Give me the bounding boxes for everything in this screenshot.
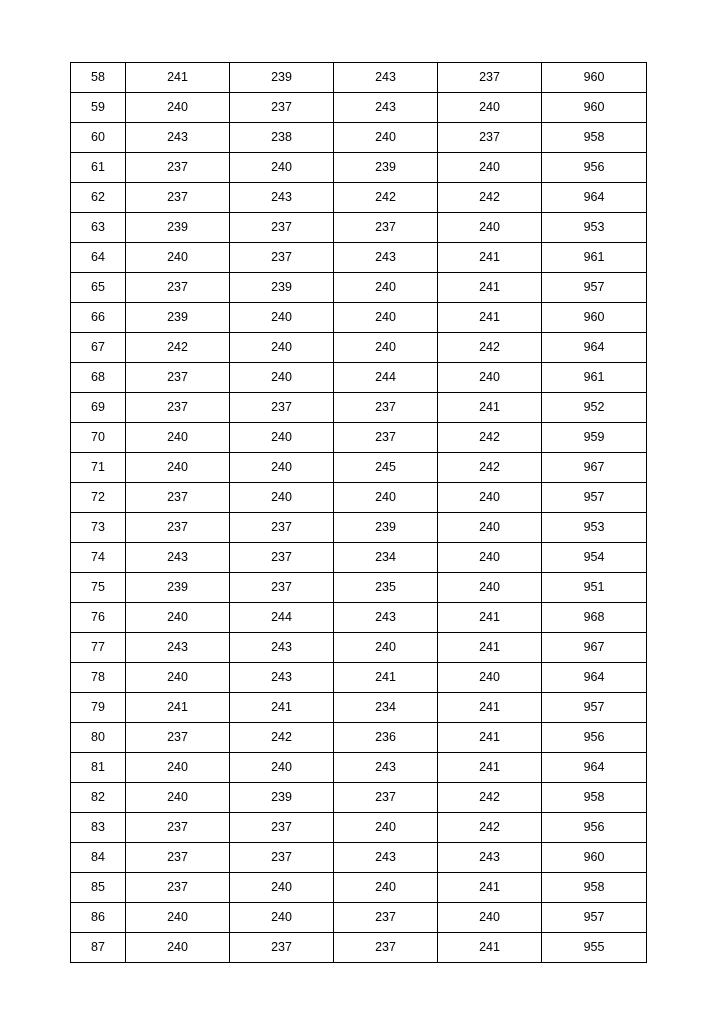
table-row: [71, 693, 647, 723]
row-index-cell: 63: [71, 213, 126, 243]
data-cell: 958: [542, 783, 647, 813]
data-cell: 953: [542, 213, 647, 243]
table-row: [71, 723, 647, 753]
data-cell: 243: [334, 63, 438, 93]
table-row: [71, 933, 647, 963]
data-cell: 961: [542, 363, 647, 393]
table-row: [71, 93, 647, 123]
data-cell: 955: [542, 933, 647, 963]
data-cell: 237: [230, 573, 334, 603]
row-index-cell: 80: [71, 723, 126, 753]
data-cell: 244: [230, 603, 334, 633]
data-cell: 240: [230, 333, 334, 363]
table-row: [71, 303, 647, 333]
data-cell: 240: [126, 243, 230, 273]
data-cell: 237: [126, 513, 230, 543]
data-cell: 237: [438, 123, 542, 153]
table-row: [71, 453, 647, 483]
table-row: [71, 873, 647, 903]
data-cell: 958: [542, 123, 647, 153]
row-index-cell: 87: [71, 933, 126, 963]
table-row: [71, 393, 647, 423]
data-cell: 242: [438, 783, 542, 813]
table-row: [71, 513, 647, 543]
data-cell: 956: [542, 153, 647, 183]
data-cell: 959: [542, 423, 647, 453]
data-cell: 956: [542, 723, 647, 753]
data-cell: 960: [542, 93, 647, 123]
data-cell: 958: [542, 873, 647, 903]
row-index-cell: 84: [71, 843, 126, 873]
data-cell: 240: [230, 753, 334, 783]
data-cell: 237: [126, 363, 230, 393]
data-cell: 240: [334, 873, 438, 903]
data-cell: 957: [542, 273, 647, 303]
data-cell: 243: [334, 753, 438, 783]
data-cell: 239: [334, 513, 438, 543]
data-cell: 243: [334, 243, 438, 273]
data-cell: 243: [126, 123, 230, 153]
data-cell: 242: [334, 183, 438, 213]
row-index-cell: 86: [71, 903, 126, 933]
data-cell: 237: [230, 813, 334, 843]
data-cell: 243: [230, 663, 334, 693]
row-index-cell: 73: [71, 513, 126, 543]
data-cell: 240: [438, 543, 542, 573]
data-cell: 237: [230, 543, 334, 573]
data-cell: 241: [438, 753, 542, 783]
data-cell: 240: [438, 663, 542, 693]
data-cell: 967: [542, 633, 647, 663]
data-cell: 241: [438, 633, 542, 663]
data-cell: 243: [126, 633, 230, 663]
table-row: [71, 813, 647, 843]
data-cell: 241: [438, 243, 542, 273]
data-cell: 240: [126, 663, 230, 693]
data-cell: 240: [438, 153, 542, 183]
data-cell: 964: [542, 753, 647, 783]
table-row: [71, 333, 647, 363]
table-row: [71, 153, 647, 183]
data-cell: 237: [230, 213, 334, 243]
data-cell: 237: [126, 153, 230, 183]
data-cell: 240: [230, 303, 334, 333]
data-cell: 241: [230, 693, 334, 723]
row-index-cell: 60: [71, 123, 126, 153]
row-index-cell: 65: [71, 273, 126, 303]
data-cell: 240: [334, 633, 438, 663]
data-cell: 237: [230, 933, 334, 963]
data-cell: 240: [438, 903, 542, 933]
data-cell: 237: [230, 393, 334, 423]
data-cell: 245: [334, 453, 438, 483]
table-row: [71, 183, 647, 213]
table-row: [71, 123, 647, 153]
data-cell: 244: [334, 363, 438, 393]
data-cell: 240: [334, 273, 438, 303]
data-cell: 967: [542, 453, 647, 483]
table-row: [71, 663, 647, 693]
data-cell: 960: [542, 63, 647, 93]
data-cell: 240: [334, 483, 438, 513]
data-cell: 241: [438, 723, 542, 753]
data-cell: 951: [542, 573, 647, 603]
data-cell: 953: [542, 513, 647, 543]
row-index-cell: 78: [71, 663, 126, 693]
data-cell: 240: [438, 573, 542, 603]
row-index-cell: 58: [71, 63, 126, 93]
data-cell: 239: [334, 153, 438, 183]
data-cell: 241: [438, 603, 542, 633]
data-cell: 240: [438, 93, 542, 123]
data-cell: 240: [230, 903, 334, 933]
data-cell: 957: [542, 903, 647, 933]
data-cell: 237: [438, 63, 542, 93]
data-cell: 240: [126, 753, 230, 783]
data-cell: 960: [542, 303, 647, 333]
row-index-cell: 61: [71, 153, 126, 183]
data-cell: 237: [126, 843, 230, 873]
data-cell: 240: [230, 483, 334, 513]
data-cell: 240: [126, 453, 230, 483]
table-row: [71, 483, 647, 513]
data-cell: 242: [438, 423, 542, 453]
row-index-cell: 74: [71, 543, 126, 573]
data-cell: 243: [334, 603, 438, 633]
data-cell: 241: [438, 273, 542, 303]
data-cell: 240: [438, 363, 542, 393]
data-cell: 960: [542, 843, 647, 873]
data-cell: 237: [334, 423, 438, 453]
data-cell: 237: [126, 813, 230, 843]
data-cell: 239: [126, 213, 230, 243]
data-cell: 241: [126, 63, 230, 93]
data-cell: 240: [334, 813, 438, 843]
row-index-cell: 77: [71, 633, 126, 663]
data-cell: 964: [542, 663, 647, 693]
data-cell: 234: [334, 693, 438, 723]
data-cell: 243: [334, 843, 438, 873]
data-cell: 239: [230, 273, 334, 303]
data-cell: 234: [334, 543, 438, 573]
data-cell: 241: [438, 393, 542, 423]
data-cell: 239: [126, 303, 230, 333]
data-cell: 237: [334, 393, 438, 423]
data-cell: 239: [126, 573, 230, 603]
data-cell: 964: [542, 183, 647, 213]
data-cell: 237: [334, 933, 438, 963]
row-index-cell: 62: [71, 183, 126, 213]
data-cell: 242: [230, 723, 334, 753]
row-index-cell: 79: [71, 693, 126, 723]
data-cell: 243: [126, 543, 230, 573]
data-cell: 237: [126, 273, 230, 303]
data-cell: 236: [334, 723, 438, 753]
row-index-cell: 81: [71, 753, 126, 783]
data-cell: 964: [542, 333, 647, 363]
data-cell: 240: [126, 603, 230, 633]
row-index-cell: 76: [71, 603, 126, 633]
row-index-cell: 82: [71, 783, 126, 813]
data-cell: 239: [230, 63, 334, 93]
data-cell: 240: [438, 513, 542, 543]
table-row: [71, 423, 647, 453]
data-cell: 954: [542, 543, 647, 573]
table-row: [71, 603, 647, 633]
data-cell: 237: [230, 93, 334, 123]
data-cell: 237: [334, 903, 438, 933]
table-row: [71, 243, 647, 273]
data-cell: 237: [230, 243, 334, 273]
table-row: [71, 783, 647, 813]
row-index-cell: 85: [71, 873, 126, 903]
data-cell: 242: [438, 183, 542, 213]
data-cell: 240: [126, 933, 230, 963]
data-cell: 240: [334, 303, 438, 333]
row-index-cell: 72: [71, 483, 126, 513]
data-cell: 240: [126, 783, 230, 813]
table-body: [71, 63, 647, 963]
row-index-cell: 69: [71, 393, 126, 423]
data-cell: 243: [438, 843, 542, 873]
data-cell: 952: [542, 393, 647, 423]
data-cell: 956: [542, 813, 647, 843]
row-index-cell: 66: [71, 303, 126, 333]
data-cell: 237: [334, 783, 438, 813]
table-row: [71, 633, 647, 663]
data-cell: 237: [126, 483, 230, 513]
data-cell: 968: [542, 603, 647, 633]
row-index-cell: 83: [71, 813, 126, 843]
table-row: [71, 903, 647, 933]
data-cell: 237: [230, 843, 334, 873]
data-cell: 238: [230, 123, 334, 153]
row-index-cell: 68: [71, 363, 126, 393]
row-index-cell: 67: [71, 333, 126, 363]
data-cell: 239: [230, 783, 334, 813]
table-row: [71, 843, 647, 873]
data-cell: 240: [438, 213, 542, 243]
data-cell: 240: [230, 453, 334, 483]
data-cell: 241: [126, 693, 230, 723]
measurements-table: [70, 62, 647, 963]
data-cell: 241: [438, 933, 542, 963]
data-cell: 242: [438, 813, 542, 843]
data-cell: 237: [126, 873, 230, 903]
data-cell: 235: [334, 573, 438, 603]
table-row: [71, 63, 647, 93]
row-index-cell: 64: [71, 243, 126, 273]
row-index-cell: 71: [71, 453, 126, 483]
row-index-cell: 70: [71, 423, 126, 453]
table-row: [71, 363, 647, 393]
data-cell: 240: [438, 483, 542, 513]
data-cell: 957: [542, 483, 647, 513]
data-cell: 243: [334, 93, 438, 123]
table-row: [71, 573, 647, 603]
data-cell: 241: [438, 693, 542, 723]
data-cell: 237: [230, 513, 334, 543]
data-cell: 243: [230, 633, 334, 663]
data-cell: 242: [126, 333, 230, 363]
data-cell: 240: [334, 333, 438, 363]
row-index-cell: 75: [71, 573, 126, 603]
data-cell: 240: [230, 153, 334, 183]
data-cell: 242: [438, 333, 542, 363]
table-row: [71, 753, 647, 783]
data-cell: 237: [126, 183, 230, 213]
data-cell: 242: [438, 453, 542, 483]
row-index-cell: 59: [71, 93, 126, 123]
data-cell: 957: [542, 693, 647, 723]
data-cell: 240: [126, 903, 230, 933]
data-cell: 237: [334, 213, 438, 243]
data-cell: 240: [126, 93, 230, 123]
data-cell: 241: [438, 303, 542, 333]
data-cell: 243: [230, 183, 334, 213]
data-cell: 240: [230, 423, 334, 453]
data-cell: 241: [438, 873, 542, 903]
data-cell: 240: [230, 873, 334, 903]
table-row: [71, 543, 647, 573]
data-cell: 237: [126, 393, 230, 423]
table-row: [71, 273, 647, 303]
data-cell: 240: [126, 423, 230, 453]
table-row: [71, 213, 647, 243]
data-cell: 240: [334, 123, 438, 153]
data-cell: 241: [334, 663, 438, 693]
data-cell: 237: [126, 723, 230, 753]
data-cell: 240: [230, 363, 334, 393]
data-cell: 961: [542, 243, 647, 273]
